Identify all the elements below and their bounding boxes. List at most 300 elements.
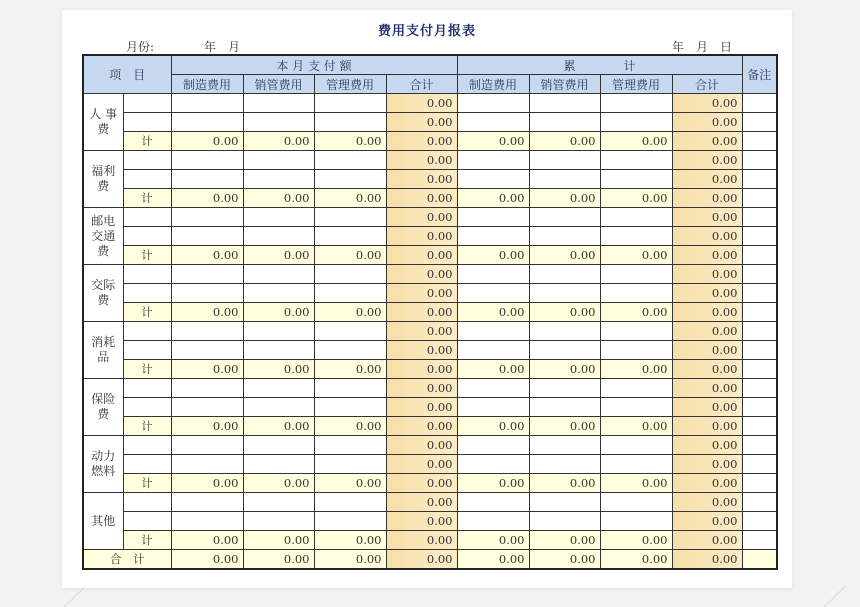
sub-item-cell[interactable] [123, 227, 171, 246]
cell[interactable]: 0.00 [243, 531, 314, 550]
cell[interactable] [600, 265, 672, 284]
month-value: 年 月 [204, 40, 241, 54]
cell[interactable]: 0.00 [672, 493, 742, 512]
cell[interactable]: 0.00 [171, 303, 243, 322]
cell[interactable] [314, 436, 386, 455]
cell[interactable]: 0.00 [672, 246, 742, 265]
sub-item-cell[interactable] [123, 398, 171, 417]
cell[interactable] [314, 265, 386, 284]
col-cum-manufacturing: 制造费用 [457, 75, 529, 94]
table-row [83, 94, 777, 113]
cell[interactable] [457, 341, 529, 360]
cell[interactable] [457, 265, 529, 284]
cell[interactable]: 0.00 [672, 360, 742, 379]
cell[interactable]: 0.00 [314, 474, 386, 493]
cell[interactable] [457, 113, 529, 132]
sub-item-cell[interactable] [123, 113, 171, 132]
col-cum-total: 合计 [672, 75, 742, 94]
cell[interactable] [600, 322, 672, 341]
cell[interactable]: 0.00 [672, 189, 742, 208]
table-row [83, 208, 777, 227]
table-row [83, 284, 777, 303]
cell[interactable] [171, 436, 243, 455]
category-label: 人 事 费 [83, 94, 123, 151]
cell[interactable] [600, 170, 672, 189]
item-header: 项 目 [83, 55, 171, 94]
cell[interactable]: 0.00 [529, 303, 600, 322]
cell[interactable]: 0.00 [457, 303, 529, 322]
cell[interactable]: 0.00 [672, 474, 742, 493]
category-label: 保险费 [83, 379, 123, 436]
table-row [83, 227, 777, 246]
cell[interactable] [457, 322, 529, 341]
cell[interactable]: 0.00 [529, 550, 600, 570]
remarks-cell[interactable] [742, 360, 777, 379]
cell[interactable]: 0.00 [457, 417, 529, 436]
cell[interactable] [314, 379, 386, 398]
cell[interactable] [171, 512, 243, 531]
col-sales: 销管费用 [243, 75, 314, 94]
cell[interactable]: 0.00 [672, 398, 742, 417]
cell[interactable] [171, 493, 243, 512]
cell[interactable]: 0.00 [171, 417, 243, 436]
report-sheet [62, 10, 792, 588]
category-label: 福利费 [83, 151, 123, 208]
cell[interactable] [600, 379, 672, 398]
cell[interactable]: 0.00 [243, 360, 314, 379]
cell[interactable] [457, 208, 529, 227]
cell[interactable] [243, 227, 314, 246]
remarks-cell[interactable] [742, 170, 777, 189]
cell[interactable]: 0.00 [457, 550, 529, 570]
sub-item-cell[interactable] [123, 455, 171, 474]
cell[interactable] [314, 512, 386, 531]
cell[interactable] [457, 284, 529, 303]
cell[interactable] [457, 436, 529, 455]
cell[interactable]: 0.00 [672, 113, 742, 132]
cell[interactable]: 0.00 [457, 531, 529, 550]
cell[interactable] [243, 113, 314, 132]
cell[interactable]: 0.00 [243, 550, 314, 570]
cell[interactable]: 0.00 [457, 132, 529, 151]
cell[interactable] [314, 94, 386, 113]
cell[interactable] [600, 436, 672, 455]
sub-item-cell[interactable] [123, 493, 171, 512]
cell[interactable]: 0.00 [529, 417, 600, 436]
cell[interactable] [171, 113, 243, 132]
cell[interactable] [314, 170, 386, 189]
cell[interactable] [171, 284, 243, 303]
subtotal-row [83, 360, 777, 379]
cell[interactable] [314, 151, 386, 170]
remarks-cell[interactable] [742, 341, 777, 360]
cell[interactable]: 0.00 [386, 94, 457, 113]
cell[interactable]: 0.00 [600, 132, 672, 151]
cell[interactable] [243, 398, 314, 417]
cell[interactable] [600, 455, 672, 474]
cell[interactable]: 0.00 [672, 455, 742, 474]
cell[interactable] [243, 208, 314, 227]
cell[interactable]: 0.00 [314, 132, 386, 151]
table-row [83, 265, 777, 284]
subtotal-label: 计 [123, 417, 171, 436]
cell[interactable]: 0.00 [672, 132, 742, 151]
cell[interactable]: 0.00 [243, 303, 314, 322]
cell[interactable] [243, 284, 314, 303]
cell[interactable] [457, 170, 529, 189]
cell[interactable] [600, 512, 672, 531]
subtotal-row [83, 132, 777, 151]
cell[interactable] [529, 208, 600, 227]
cell[interactable]: 0.00 [672, 227, 742, 246]
cell[interactable] [243, 151, 314, 170]
cell[interactable]: 0.00 [529, 246, 600, 265]
cell[interactable] [529, 398, 600, 417]
cell[interactable] [529, 284, 600, 303]
cell[interactable] [529, 379, 600, 398]
cell[interactable] [457, 94, 529, 113]
remarks-cell[interactable] [742, 531, 777, 550]
subtotal-row [83, 189, 777, 208]
table-row [83, 379, 777, 398]
cell[interactable] [529, 455, 600, 474]
cell[interactable]: 0.00 [600, 360, 672, 379]
subtotal-label: 计 [123, 189, 171, 208]
cell[interactable]: 0.00 [386, 113, 457, 132]
cell[interactable] [457, 379, 529, 398]
cell[interactable] [243, 94, 314, 113]
cell[interactable] [600, 493, 672, 512]
cell[interactable] [171, 208, 243, 227]
remarks-cell[interactable] [742, 246, 777, 265]
col-cum-admin: 管理费用 [600, 75, 672, 94]
cell[interactable] [243, 322, 314, 341]
table-row [83, 512, 777, 531]
table-row [83, 151, 777, 170]
cell[interactable] [171, 151, 243, 170]
cell[interactable]: 0.00 [457, 474, 529, 493]
cell[interactable] [457, 455, 529, 474]
cell[interactable]: 0.00 [600, 474, 672, 493]
remarks-cell[interactable] [742, 512, 777, 531]
cell[interactable]: 0.00 [314, 360, 386, 379]
cell[interactable]: 0.00 [171, 474, 243, 493]
category-label: 邮电交通费 [83, 208, 123, 265]
expense-table [82, 54, 778, 570]
cell[interactable] [529, 227, 600, 246]
grand-total-row [83, 550, 777, 570]
subtotal-row [83, 417, 777, 436]
remarks-cell[interactable] [742, 113, 777, 132]
remarks-cell[interactable] [742, 322, 777, 341]
col-total: 合计 [386, 75, 457, 94]
remarks-cell[interactable] [742, 303, 777, 322]
cell[interactable]: 0.00 [600, 417, 672, 436]
cell[interactable] [314, 227, 386, 246]
subtotal-label: 计 [123, 246, 171, 265]
cell[interactable]: 0.00 [600, 246, 672, 265]
table-row [83, 170, 777, 189]
cell[interactable]: 0.00 [386, 265, 457, 284]
table-row [83, 322, 777, 341]
cell[interactable]: 0.00 [672, 284, 742, 303]
month-label: 月份: [126, 40, 155, 54]
cell[interactable] [243, 512, 314, 531]
cell[interactable] [529, 265, 600, 284]
remarks-cell[interactable] [742, 436, 777, 455]
cell[interactable] [600, 284, 672, 303]
cell[interactable] [171, 227, 243, 246]
cell[interactable]: 0.00 [386, 417, 457, 436]
cell[interactable]: 0.00 [386, 189, 457, 208]
cell[interactable]: 0.00 [243, 417, 314, 436]
cell[interactable]: 0.00 [672, 170, 742, 189]
cell[interactable] [457, 512, 529, 531]
cell[interactable]: 0.00 [529, 531, 600, 550]
cell[interactable] [171, 170, 243, 189]
cell[interactable] [600, 208, 672, 227]
category-label: 动力燃料 [83, 436, 123, 493]
cell[interactable]: 0.00 [171, 360, 243, 379]
cell[interactable]: 0.00 [457, 189, 529, 208]
col-admin: 管理费用 [314, 75, 386, 94]
cell[interactable]: 0.00 [529, 132, 600, 151]
subtotal-label: 计 [123, 474, 171, 493]
cell[interactable]: 0.00 [672, 151, 742, 170]
sub-item-cell[interactable] [123, 170, 171, 189]
cell[interactable] [529, 436, 600, 455]
cell[interactable]: 0.00 [457, 246, 529, 265]
subtotal-label: 计 [123, 531, 171, 550]
cell[interactable]: 0.00 [314, 246, 386, 265]
cell[interactable] [529, 341, 600, 360]
cell[interactable] [314, 493, 386, 512]
cell[interactable]: 0.00 [386, 227, 457, 246]
cell[interactable] [600, 341, 672, 360]
remarks-cell[interactable] [742, 398, 777, 417]
category-label: 交际费 [83, 265, 123, 322]
cell[interactable] [600, 398, 672, 417]
subtotal-label: 计 [123, 132, 171, 151]
cell[interactable]: 0.00 [243, 189, 314, 208]
cell[interactable]: 0.00 [243, 246, 314, 265]
cell[interactable] [600, 113, 672, 132]
cell[interactable]: 0.00 [386, 398, 457, 417]
cell[interactable]: 0.00 [672, 208, 742, 227]
remarks-cell[interactable] [742, 417, 777, 436]
cell[interactable]: 0.00 [386, 322, 457, 341]
remarks-cell[interactable] [742, 493, 777, 512]
cell[interactable]: 0.00 [672, 303, 742, 322]
cell[interactable] [314, 208, 386, 227]
cell[interactable]: 0.00 [386, 208, 457, 227]
cell[interactable]: 0.00 [314, 303, 386, 322]
cell[interactable]: 0.00 [672, 550, 742, 570]
cell[interactable]: 0.00 [672, 322, 742, 341]
cumulative-header: 累 计 [457, 55, 742, 75]
remarks-cell[interactable] [742, 208, 777, 227]
cell[interactable]: 0.00 [243, 474, 314, 493]
col-cum-sales: 销管费用 [529, 75, 600, 94]
cell[interactable]: 0.00 [672, 94, 742, 113]
cell[interactable]: 0.00 [600, 550, 672, 570]
cell[interactable] [243, 379, 314, 398]
cell[interactable]: 0.00 [314, 531, 386, 550]
subtotal-row [83, 531, 777, 550]
table-row [83, 341, 777, 360]
cell[interactable]: 0.00 [386, 170, 457, 189]
cell[interactable]: 0.00 [457, 360, 529, 379]
cell[interactable] [243, 493, 314, 512]
cell[interactable] [529, 512, 600, 531]
cell[interactable]: 0.00 [386, 474, 457, 493]
cell[interactable] [529, 94, 600, 113]
cell[interactable] [314, 341, 386, 360]
cell[interactable] [529, 170, 600, 189]
cell[interactable] [171, 455, 243, 474]
cell[interactable]: 0.00 [386, 436, 457, 455]
cell[interactable] [314, 455, 386, 474]
remarks-header: 备注 [742, 55, 777, 94]
remarks-cell[interactable] [742, 227, 777, 246]
cell[interactable] [600, 151, 672, 170]
sub-item-cell[interactable] [123, 94, 171, 113]
cell[interactable]: 0.00 [672, 341, 742, 360]
subtotal-row [83, 474, 777, 493]
date-value: 年 月 日 [672, 40, 733, 54]
category-label: 其他 [83, 493, 123, 550]
remarks-cell[interactable] [742, 151, 777, 170]
cell[interactable]: 0.00 [386, 531, 457, 550]
remarks-cell[interactable] [742, 94, 777, 113]
remarks-cell[interactable] [742, 189, 777, 208]
table-row [83, 398, 777, 417]
sub-item-cell[interactable] [123, 379, 171, 398]
cell[interactable]: 0.00 [386, 341, 457, 360]
cell[interactable] [529, 493, 600, 512]
remarks-cell[interactable] [742, 474, 777, 493]
cell[interactable]: 0.00 [386, 455, 457, 474]
cell[interactable]: 0.00 [171, 132, 243, 151]
subtotal-row [83, 303, 777, 322]
cell[interactable]: 0.00 [386, 512, 457, 531]
report-title: 费用支付月报表 [377, 24, 476, 39]
cell[interactable]: 0.00 [386, 360, 457, 379]
cell[interactable]: 0.00 [386, 550, 457, 570]
cell[interactable] [314, 322, 386, 341]
sub-item-cell[interactable] [123, 322, 171, 341]
cell[interactable] [171, 265, 243, 284]
cell[interactable] [171, 94, 243, 113]
table-row [83, 113, 777, 132]
table-row [83, 455, 777, 474]
cell[interactable]: 0.00 [672, 436, 742, 455]
table-row [83, 493, 777, 512]
cell[interactable] [243, 341, 314, 360]
category-label: 消耗品 [83, 322, 123, 379]
sub-item-cell[interactable] [123, 436, 171, 455]
cell[interactable]: 0.00 [600, 531, 672, 550]
cell[interactable] [314, 113, 386, 132]
cell[interactable]: 0.00 [386, 151, 457, 170]
cell[interactable]: 0.00 [314, 189, 386, 208]
cell[interactable] [243, 265, 314, 284]
sub-item-cell[interactable] [123, 512, 171, 531]
sub-item-cell[interactable] [123, 208, 171, 227]
cell[interactable] [457, 151, 529, 170]
cell[interactable]: 0.00 [314, 417, 386, 436]
cell[interactable] [171, 379, 243, 398]
cell[interactable]: 0.00 [672, 512, 742, 531]
cell[interactable] [529, 322, 600, 341]
cell[interactable]: 0.00 [314, 550, 386, 570]
sub-item-cell[interactable] [123, 265, 171, 284]
cell[interactable]: 0.00 [386, 246, 457, 265]
col-manufacturing: 制造费用 [171, 75, 243, 94]
cell[interactable] [600, 94, 672, 113]
cell[interactable]: 0.00 [386, 132, 457, 151]
remarks-cell[interactable] [742, 455, 777, 474]
cell[interactable] [243, 436, 314, 455]
sub-item-cell[interactable] [123, 284, 171, 303]
cell[interactable]: 0.00 [672, 265, 742, 284]
cell[interactable]: 0.00 [171, 246, 243, 265]
subtotal-label: 计 [123, 360, 171, 379]
sub-item-cell[interactable] [123, 341, 171, 360]
cell[interactable]: 0.00 [386, 379, 457, 398]
cell[interactable] [243, 170, 314, 189]
cell[interactable] [457, 227, 529, 246]
cell[interactable]: 0.00 [386, 303, 457, 322]
remarks-cell[interactable] [742, 265, 777, 284]
cell[interactable] [529, 151, 600, 170]
grand-total-label: 合 计 [83, 550, 171, 570]
cell[interactable] [314, 398, 386, 417]
cell[interactable] [243, 455, 314, 474]
cell[interactable] [457, 398, 529, 417]
cell[interactable]: 0.00 [529, 474, 600, 493]
cell[interactable] [314, 284, 386, 303]
subtotal-label: 计 [123, 303, 171, 322]
cell[interactable]: 0.00 [386, 493, 457, 512]
table-row [83, 436, 777, 455]
cell[interactable]: 0.00 [529, 189, 600, 208]
subtotal-row [83, 246, 777, 265]
cell[interactable] [171, 341, 243, 360]
sub-item-cell[interactable] [123, 151, 171, 170]
cell[interactable]: 0.00 [171, 550, 243, 570]
cell[interactable]: 0.00 [600, 303, 672, 322]
cell[interactable]: 0.00 [529, 360, 600, 379]
cell[interactable] [529, 113, 600, 132]
cell[interactable] [457, 493, 529, 512]
cell[interactable]: 0.00 [672, 417, 742, 436]
cell[interactable]: 0.00 [171, 531, 243, 550]
cell[interactable]: 0.00 [600, 189, 672, 208]
cell[interactable]: 0.00 [672, 379, 742, 398]
cell[interactable] [600, 227, 672, 246]
cell[interactable]: 0.00 [672, 531, 742, 550]
cell[interactable] [171, 398, 243, 417]
cell[interactable]: 0.00 [171, 189, 243, 208]
remarks-cell[interactable] [742, 379, 777, 398]
remarks-cell[interactable] [742, 132, 777, 151]
cell[interactable]: 0.00 [386, 284, 457, 303]
cell[interactable]: 0.00 [243, 132, 314, 151]
remarks-cell[interactable] [742, 550, 777, 570]
cell[interactable] [171, 322, 243, 341]
remarks-cell[interactable] [742, 284, 777, 303]
